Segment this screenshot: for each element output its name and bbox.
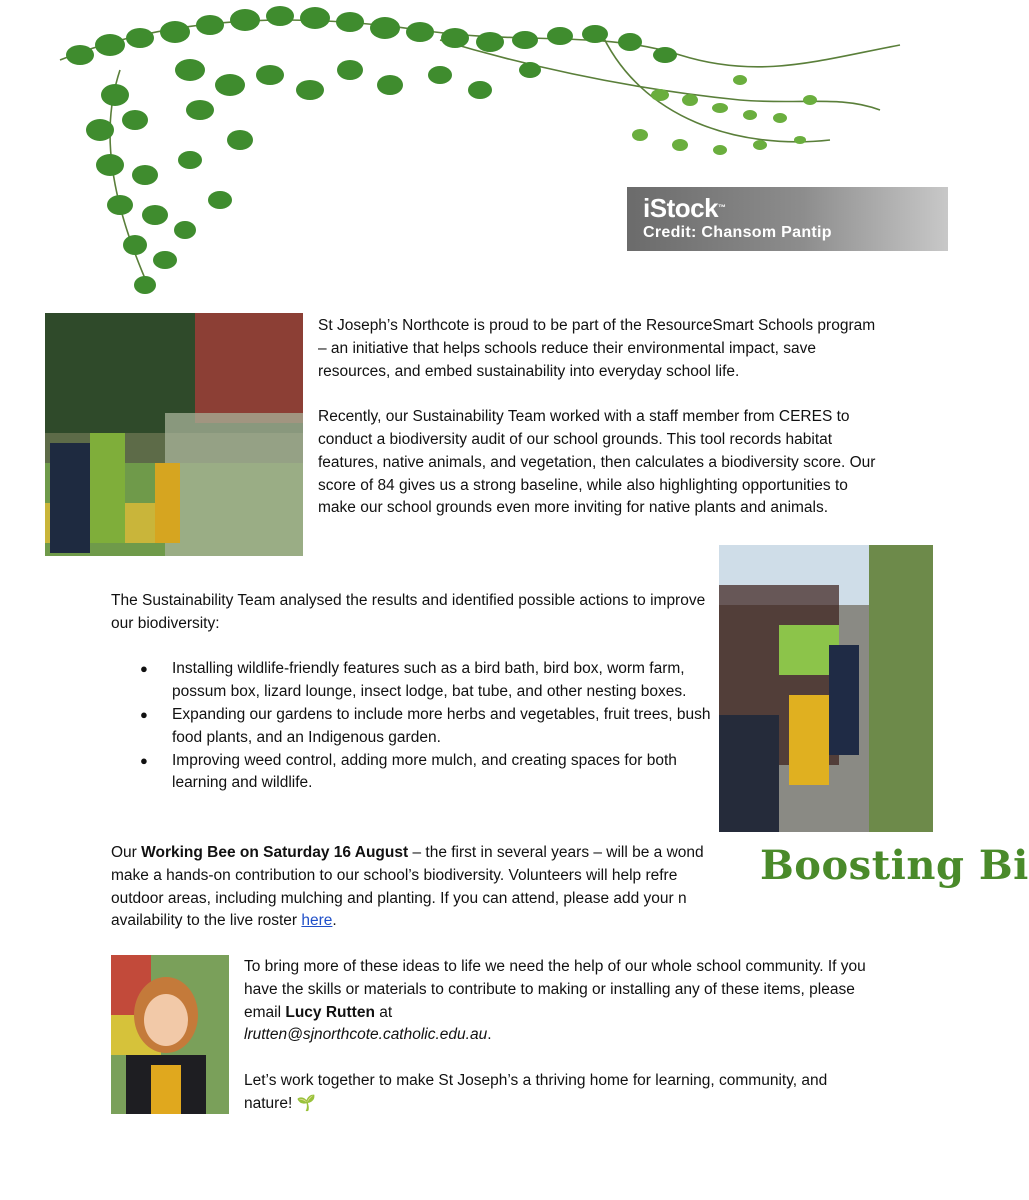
credit-line: Credit: Chansom Pantip — [643, 224, 832, 241]
working-bee-line-2: make a hands-on contribution to our school’s biodiversity. Volunteers will help refre — [111, 866, 678, 884]
photo-biodiversity-audit — [45, 313, 303, 556]
help-paragraph: To bring more of these ideas to life we need the help of our whole school community. If you have the skills or materials to contribute to making or installing any of these items, please email Lucy Rutten at lrutten@sjnorthcote.catholic.edu.au. — [244, 958, 866, 1044]
working-bee-date: Working Bee on Saturday 16 August — [141, 844, 409, 861]
actions-list — [111, 658, 711, 795]
analysis-lead: The Sustainability Team analysed the results and identified possible actions to improve our biodiversity: — [111, 592, 706, 632]
photo-students-at-fence — [719, 545, 933, 832]
closing-paragraph: Let’s work together to make St Joseph’s a thriving home for learning, community, and nature! 🌱 — [244, 1071, 828, 1112]
contact-email[interactable]: lrutten@sjnorthcote.catholic.edu.au — [244, 1026, 488, 1044]
vine-illustration — [40, 0, 920, 305]
working-bee-line-3: outdoor areas, including mulching and planting. If you can attend, please add your n — [111, 889, 687, 907]
page-title: Boosting Bi — [760, 842, 1029, 889]
credit-brand: iStock™ — [643, 193, 726, 223]
list-item: ● Installing wildlife-friendly features such as a bird bath, bird box, worm farm, possum box, lizard lounge, insect lodge, bat tube, and other nesting boxes. — [111, 658, 711, 704]
intro-paragraph-1: St Joseph’s Northcote is proud to be part of the ResourceSmart Schools program – an initiative that helps schools reduce their environmental impact, save resources, and embed sustainability into everyday school life. — [318, 317, 876, 380]
list-item: ● Expanding our gardens to include more herbs and vegetables, fruit trees, bush food plants, and an Indigenous garden. — [111, 704, 711, 750]
working-bee-paragraph — [111, 842, 751, 933]
intro-section — [318, 315, 878, 520]
working-bee-line-1: Our Working Bee on Saturday 16 August – the first in several years – will be a wond — [111, 844, 704, 861]
working-bee-line-4: availability to the live roster here. — [111, 912, 337, 930]
contact-name: Lucy Rutten — [285, 1003, 375, 1021]
analysis-section — [111, 590, 711, 795]
help-section — [244, 956, 874, 1116]
photo-student-portrait — [111, 955, 229, 1114]
image-credit-badge — [627, 187, 948, 251]
list-item: ● Improving weed control, adding more mulch, and creating spaces for both learning and wildlife. — [111, 750, 711, 796]
intro-paragraph-2: Recently, our Sustainability Team worked with a staff member from CERES to conduct a biodiversity audit of our school grounds. This tool records habitat features, native animals, and vegetation, then calculates a biodiversity score. Our score of 84 gives us a strong baseline, while also highlighting opportunities to make our school grounds even more inviting for native plants and animals. — [318, 408, 876, 517]
roster-link[interactable]: here — [301, 912, 333, 930]
